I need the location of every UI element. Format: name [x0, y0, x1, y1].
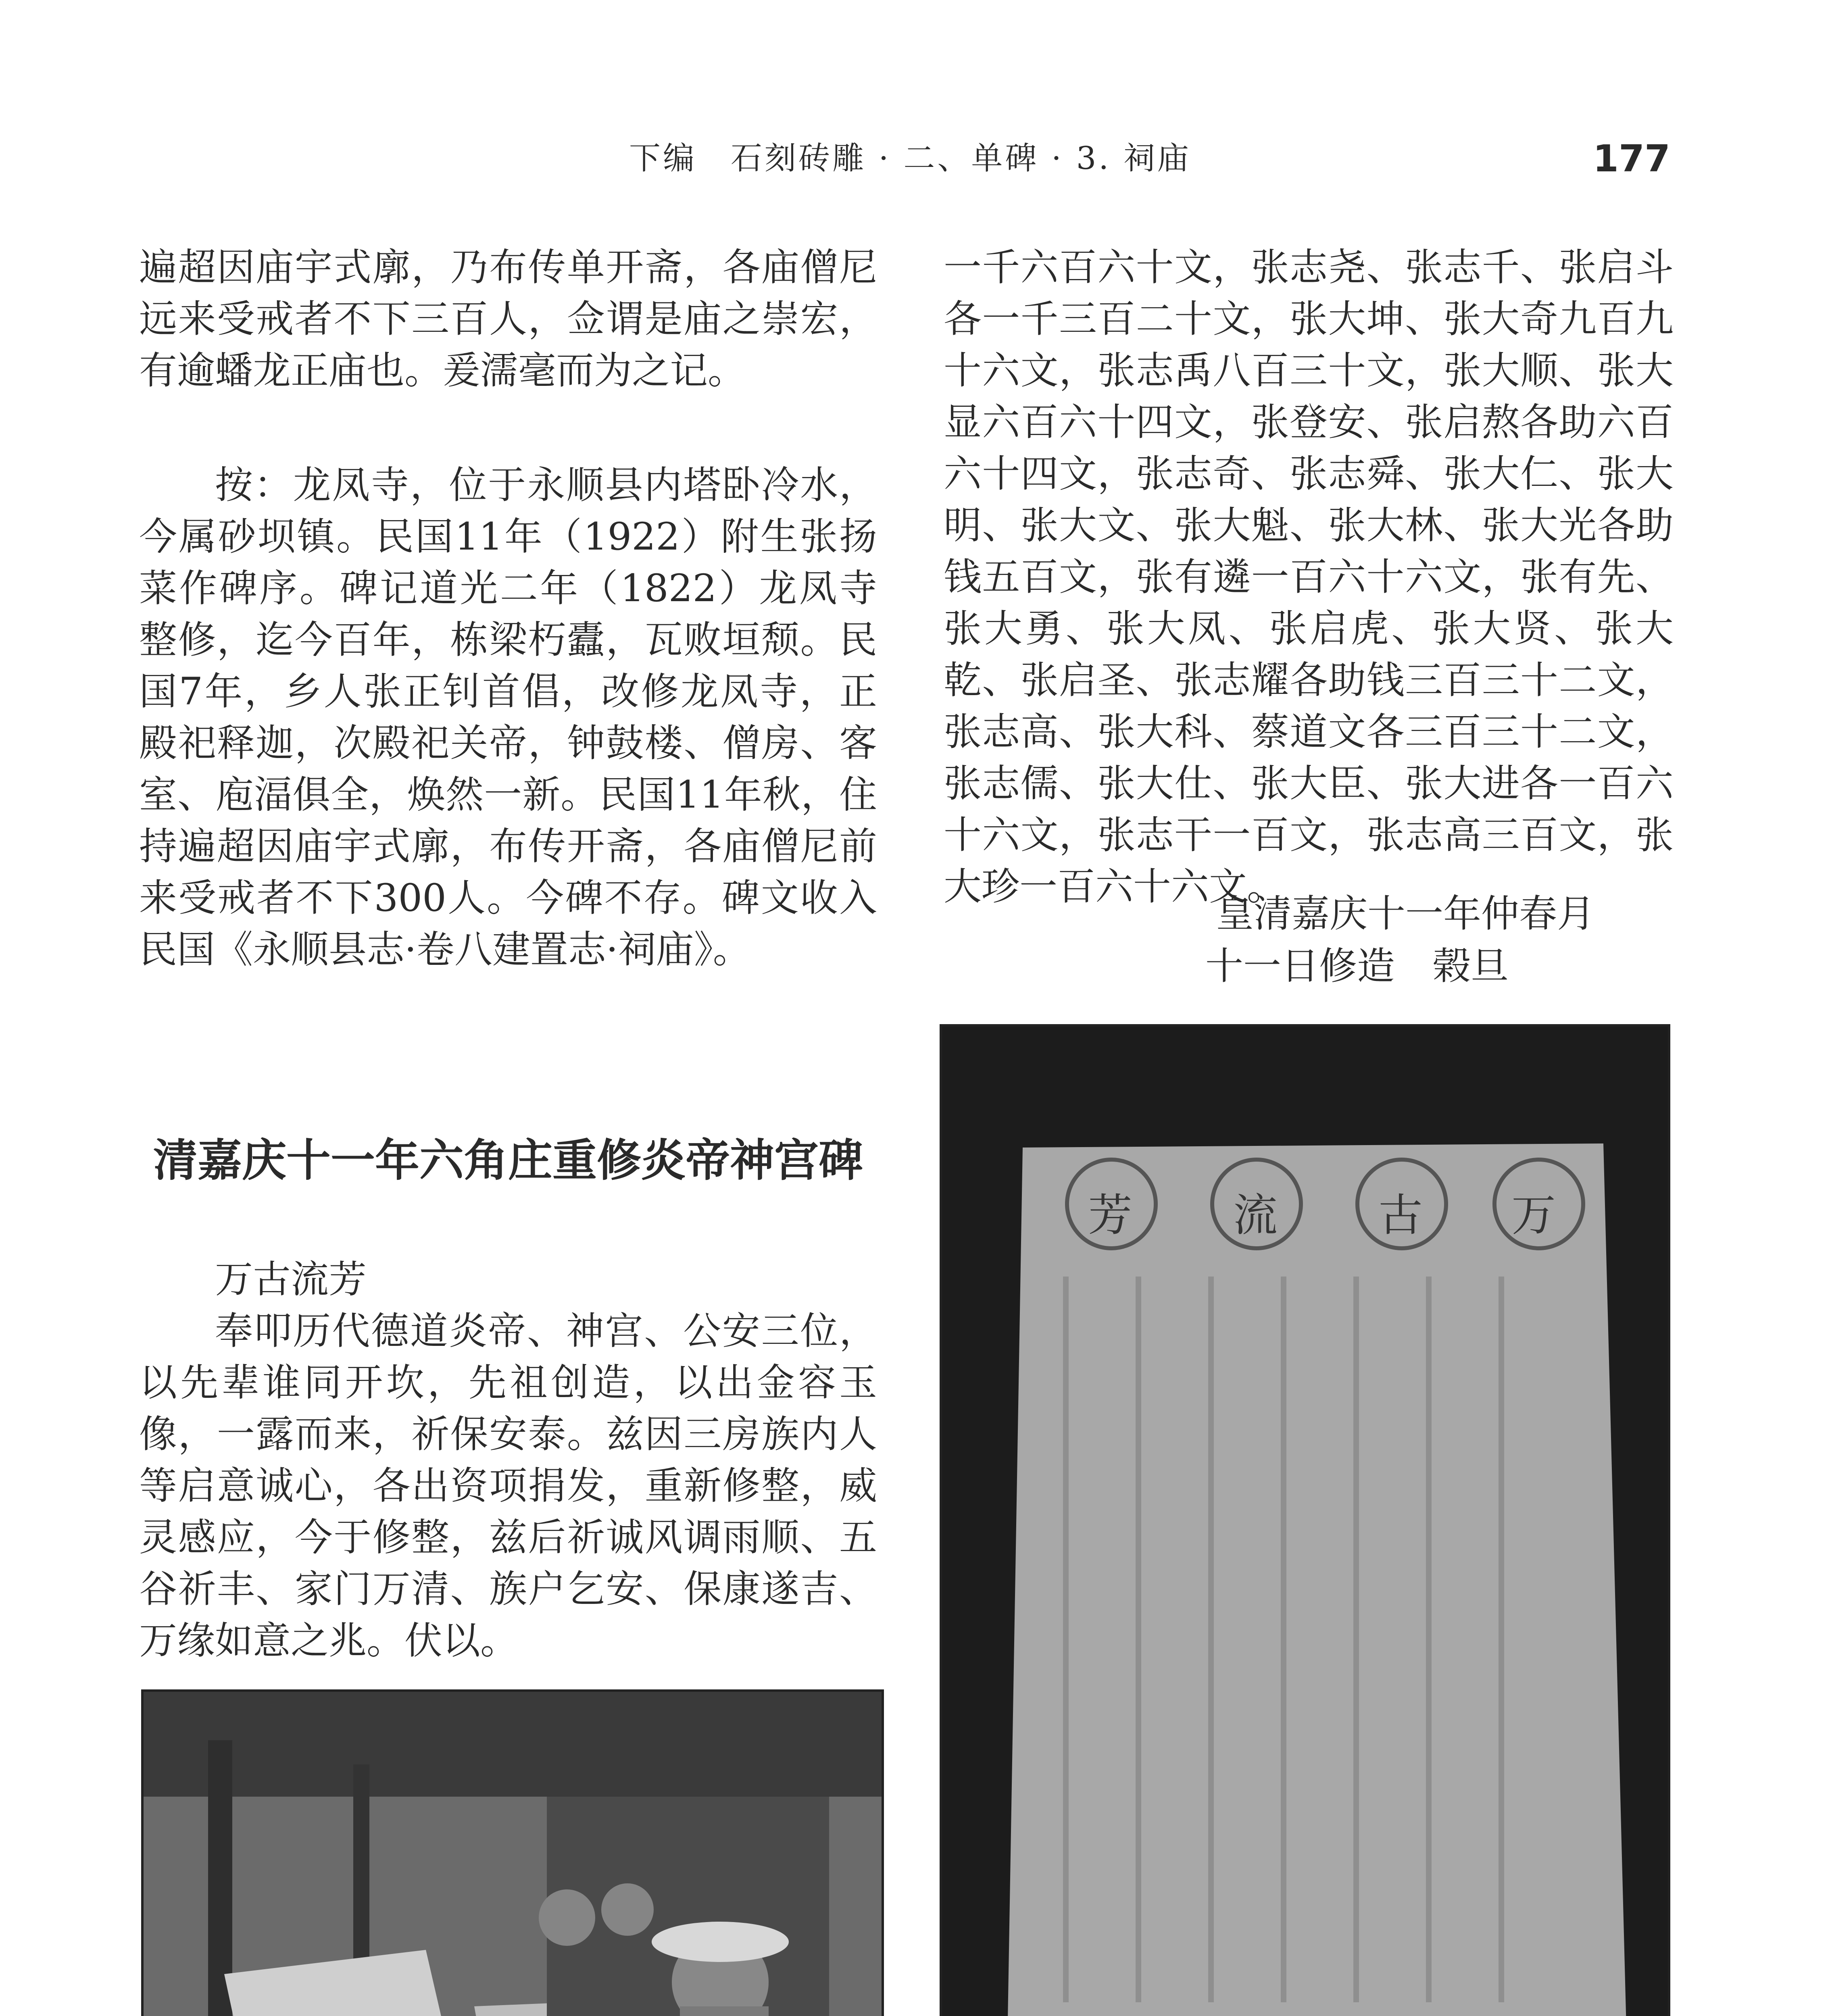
stele-top-char-3: 流 — [1233, 1189, 1278, 1241]
left-intro-text — [139, 242, 877, 397]
villagers-photo-graphic — [144, 1692, 882, 2016]
page-number: 177 — [1593, 137, 1671, 180]
donors-continued: 一千六百六十文，张志尧、张志千、张启斗各一千三百二十文，张大坤、张大奇九百九十六文，张志禹八百三十文，张大顺、张大显六百六十四文，张登安、张启熬各助六百六十四文，张志奇、张志舜、张大仁、张大明、张大文、张大魁、张大林、张大光各助钱五百文，张有遴一百六十六文，张有先、张大勇、张大凤、张启虎、张大贤、张大乾、张启圣、张志耀各助钱三百三十二文，张志高、张大科、蔡道文各三百三十二文，张志儒、张大仕、张大臣、张大进各一百六十六文，张志干一百文，张志高三百文，张大珍一百六十六文。 — [944, 246, 1674, 909]
inscription-body: 奉叩历代德道炎帝、神宫、公安三位，以先辈谁同开坎，先祖创造，以出金容玉像，一露而来，祈保安泰。兹因三房族内人等启意诚心，各出资项捐发，重新修整，威灵感应，今于修整，兹后祈诚风调雨顺、五谷祈丰、家门万清、族户乞安、保康遂吉、万缘如意之兆。伏以。 — [139, 1309, 877, 1663]
inscription-block — [139, 1254, 877, 1667]
left-note-block — [139, 460, 877, 976]
note-paragraph: 按：龙凤寺，位于永顺县内塔卧冷水，今属砂坝镇。民国11年（1922）附生张扬菜作碑序。碑记道光二年（1822）龙凤寺整修，迄今百年，栋梁朽蠹，瓦败垣颓。民国7年，乡人张正钊首倡，改修龙凤寺，正殿祀释迦，次殿祀关帝，钟鼓楼、僧房、客室、庖湢俱全，焕然一新。民国11年秋，住持遍超因庙宇式廓，布传开斋，各庙僧尼前来受戒者不下300人。今碑不存。碑文收入民国《永顺县志·卷八建置志·祠庙》。 — [139, 463, 877, 972]
stele-top-char-1: 万 — [1511, 1189, 1556, 1241]
date-line-2: 十一日修造 榖旦 — [1205, 944, 1509, 988]
stele-top-char-2: 古 — [1378, 1189, 1423, 1241]
inscription-heading: 万古流芳 — [215, 1258, 367, 1302]
running-header: 下编 石刻砖雕 · 二、单碑 · 3. 祠庙 — [629, 140, 1191, 177]
right-donors-block — [944, 242, 1674, 913]
intro-paragraph: 遍超因庙宇式廓，乃布传单开斋，各庙僧尼远来受戒者不下三百人，佥谓是庙之崇宏，有逾蟠龙正庙也。爰濡毫而为之记。 — [139, 246, 877, 393]
villagers-photo — [141, 1689, 884, 2016]
date-line-1: 皇清嘉庆十一年仲春月 — [1215, 892, 1595, 936]
section-title: 清嘉庆十一年六角庄重修炎帝神宫碑 — [153, 1135, 863, 1186]
stele-top-char-4: 芳 — [1088, 1189, 1132, 1241]
stele-photo-graphic — [942, 1027, 1668, 2016]
stele-photo — [940, 1024, 1670, 2016]
